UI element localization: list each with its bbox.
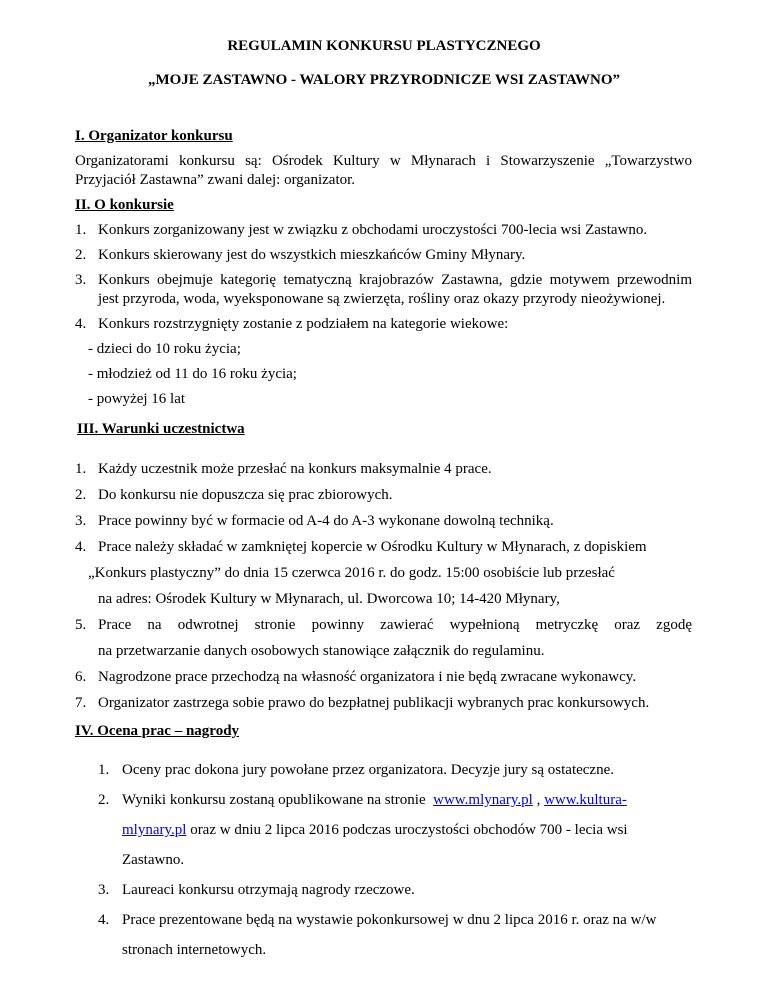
section-heading-about: II. O konkursie: [75, 197, 174, 213]
about-item-4: Konkurs rozstrzygnięty zostanie z podziałem na kategorie wiekowe:: [98, 316, 509, 332]
conditions-item-3: Prace powinny być w formacie od A-4 do A-3 wykonane dowolną techniką.: [98, 513, 554, 529]
document-title: REGULAMIN KONKURSU PLASTYCZNEGO: [227, 38, 541, 54]
conditions-item-4-line1: Prace należy składać w zamkniętej kopercie w Ośrodku Kultury w Młynarach, z dopiskiem: [98, 539, 647, 555]
list-number: 3.: [98, 882, 110, 898]
list-number: 4.: [98, 912, 110, 928]
section-heading-evaluation: IV. Ocena prac – nagrody: [75, 723, 240, 739]
section-heading-conditions: III. Warunki uczestnictwa: [77, 421, 245, 437]
list-number: 3.: [75, 513, 87, 529]
evaluation-item-1: Oceny prac dokona jury powołane przez organizatora. Decyzje jury są ostateczne.: [122, 762, 614, 778]
evaluation-item-4-line1: Prace prezentowane będą na wystawie pokonkursowej w dnu 2 lipca 2016 r. oraz na w/w: [122, 912, 657, 928]
list-number: 5.: [75, 617, 87, 633]
list-number: 4.: [75, 539, 87, 555]
evaluation-item-2-line2: [122, 821, 628, 840]
evaluation-item-2-text: Wyniki konkursu zostaną opublikowane na stronie: [122, 792, 426, 808]
document-subtitle: „MOJE ZASTAWNO - WALORY PRZYRODNICZE WSI ZASTAWNO”: [147, 72, 621, 88]
organizer-text-line1: Organizatorami konkursu są: Ośrodek Kultury w Młynarach i Stowarzyszenie „Towarzystwo: [75, 153, 692, 169]
conditions-item-2: Do konkursu nie dopuszcza się prac zbiorowych.: [98, 487, 393, 503]
list-number: 1.: [75, 461, 87, 477]
conditions-item-4-line3: na adres: Ośrodek Kultury w Młynarach, ul. Dworcowa 10; 14-420 Młynary,: [98, 591, 560, 607]
evaluation-item-2-date-text: oraz w dniu 2 lipca 2016 podczas uroczystości obchodów 700 - lecia wsi: [186, 822, 628, 838]
about-item-2: Konkurs skierowany jest do wszystkich mieszkańców Gminy Młynary.: [98, 247, 526, 263]
link-kultura-mlynary-part1[interactable]: www.kultura-: [544, 792, 627, 808]
evaluation-item-2-line1: [122, 791, 627, 810]
about-item-3-line1: Konkurs obejmuje kategorię tematyczną krajobrazów Zastawna, gdzie motywem przewodnim: [98, 272, 692, 288]
list-number: 3.: [75, 272, 87, 288]
list-number: 1.: [75, 222, 87, 238]
conditions-item-4-line2: „Konkurs plastyczny” do dnia 15 czerwca 2016 r. do godz. 15:00 osobiście lub przesłać: [88, 565, 615, 581]
conditions-item-1: Każdy uczestnik może przesłać na konkurs maksymalnie 4 prace.: [98, 461, 492, 477]
evaluation-item-3: Laureaci konkursu otrzymają nagrody rzeczowe.: [122, 882, 415, 898]
list-number: 6.: [75, 669, 87, 685]
section-heading-organizer: I. Organizator konkursu: [75, 128, 233, 144]
link-separator: ,: [532, 792, 545, 808]
list-number: 1.: [98, 762, 110, 778]
list-number: 4.: [75, 316, 87, 332]
list-number: 7.: [75, 695, 87, 711]
organizer-text-line2: Przyjaciół Zastawna” zwani dalej: organizator.: [75, 172, 356, 188]
age-category: - dzieci do 10 roku życia;: [88, 341, 241, 357]
link-kultura-mlynary-part2[interactable]: mlynary.pl: [122, 822, 187, 838]
list-number: 2.: [75, 487, 87, 503]
evaluation-item-4-line2: stronach internetowych.: [122, 942, 267, 958]
age-category: - powyżej 16 lat: [88, 391, 186, 407]
about-item-3-line2: jest przyroda, woda, wyeksponowane są zwierzęta, rośliny oraz okazy przyrody nieożywionej.: [98, 291, 666, 307]
evaluation-item-2-line3: Zastawno.: [122, 852, 185, 868]
conditions-item-6: Nagrodzone prace przechodzą na własność organizatora i nie będą zwracane wykonawcy.: [98, 669, 637, 685]
conditions-item-5-line2: na przetwarzanie danych osobowych stanowiące załącznik do regulaminu.: [98, 643, 545, 659]
conditions-item-7: Organizator zastrzega sobie prawo do bezpłatnej publikacji wybranych prac konkursowych.: [98, 695, 650, 711]
about-item-1: Konkurs zorganizowany jest w związku z obchodami uroczystości 700-lecia wsi Zastawno.: [98, 222, 648, 238]
list-number: 2.: [98, 792, 110, 808]
conditions-item-5-line1: Prace na odwrotnej stronie powinny zawierać wypełnioną metryczkę oraz zgodę: [98, 617, 692, 633]
age-category: - młodzież od 11 do 16 roku życia;: [88, 366, 297, 382]
list-number: 2.: [75, 247, 87, 263]
link-mlynary[interactable]: www.mlynary.pl: [433, 792, 533, 808]
